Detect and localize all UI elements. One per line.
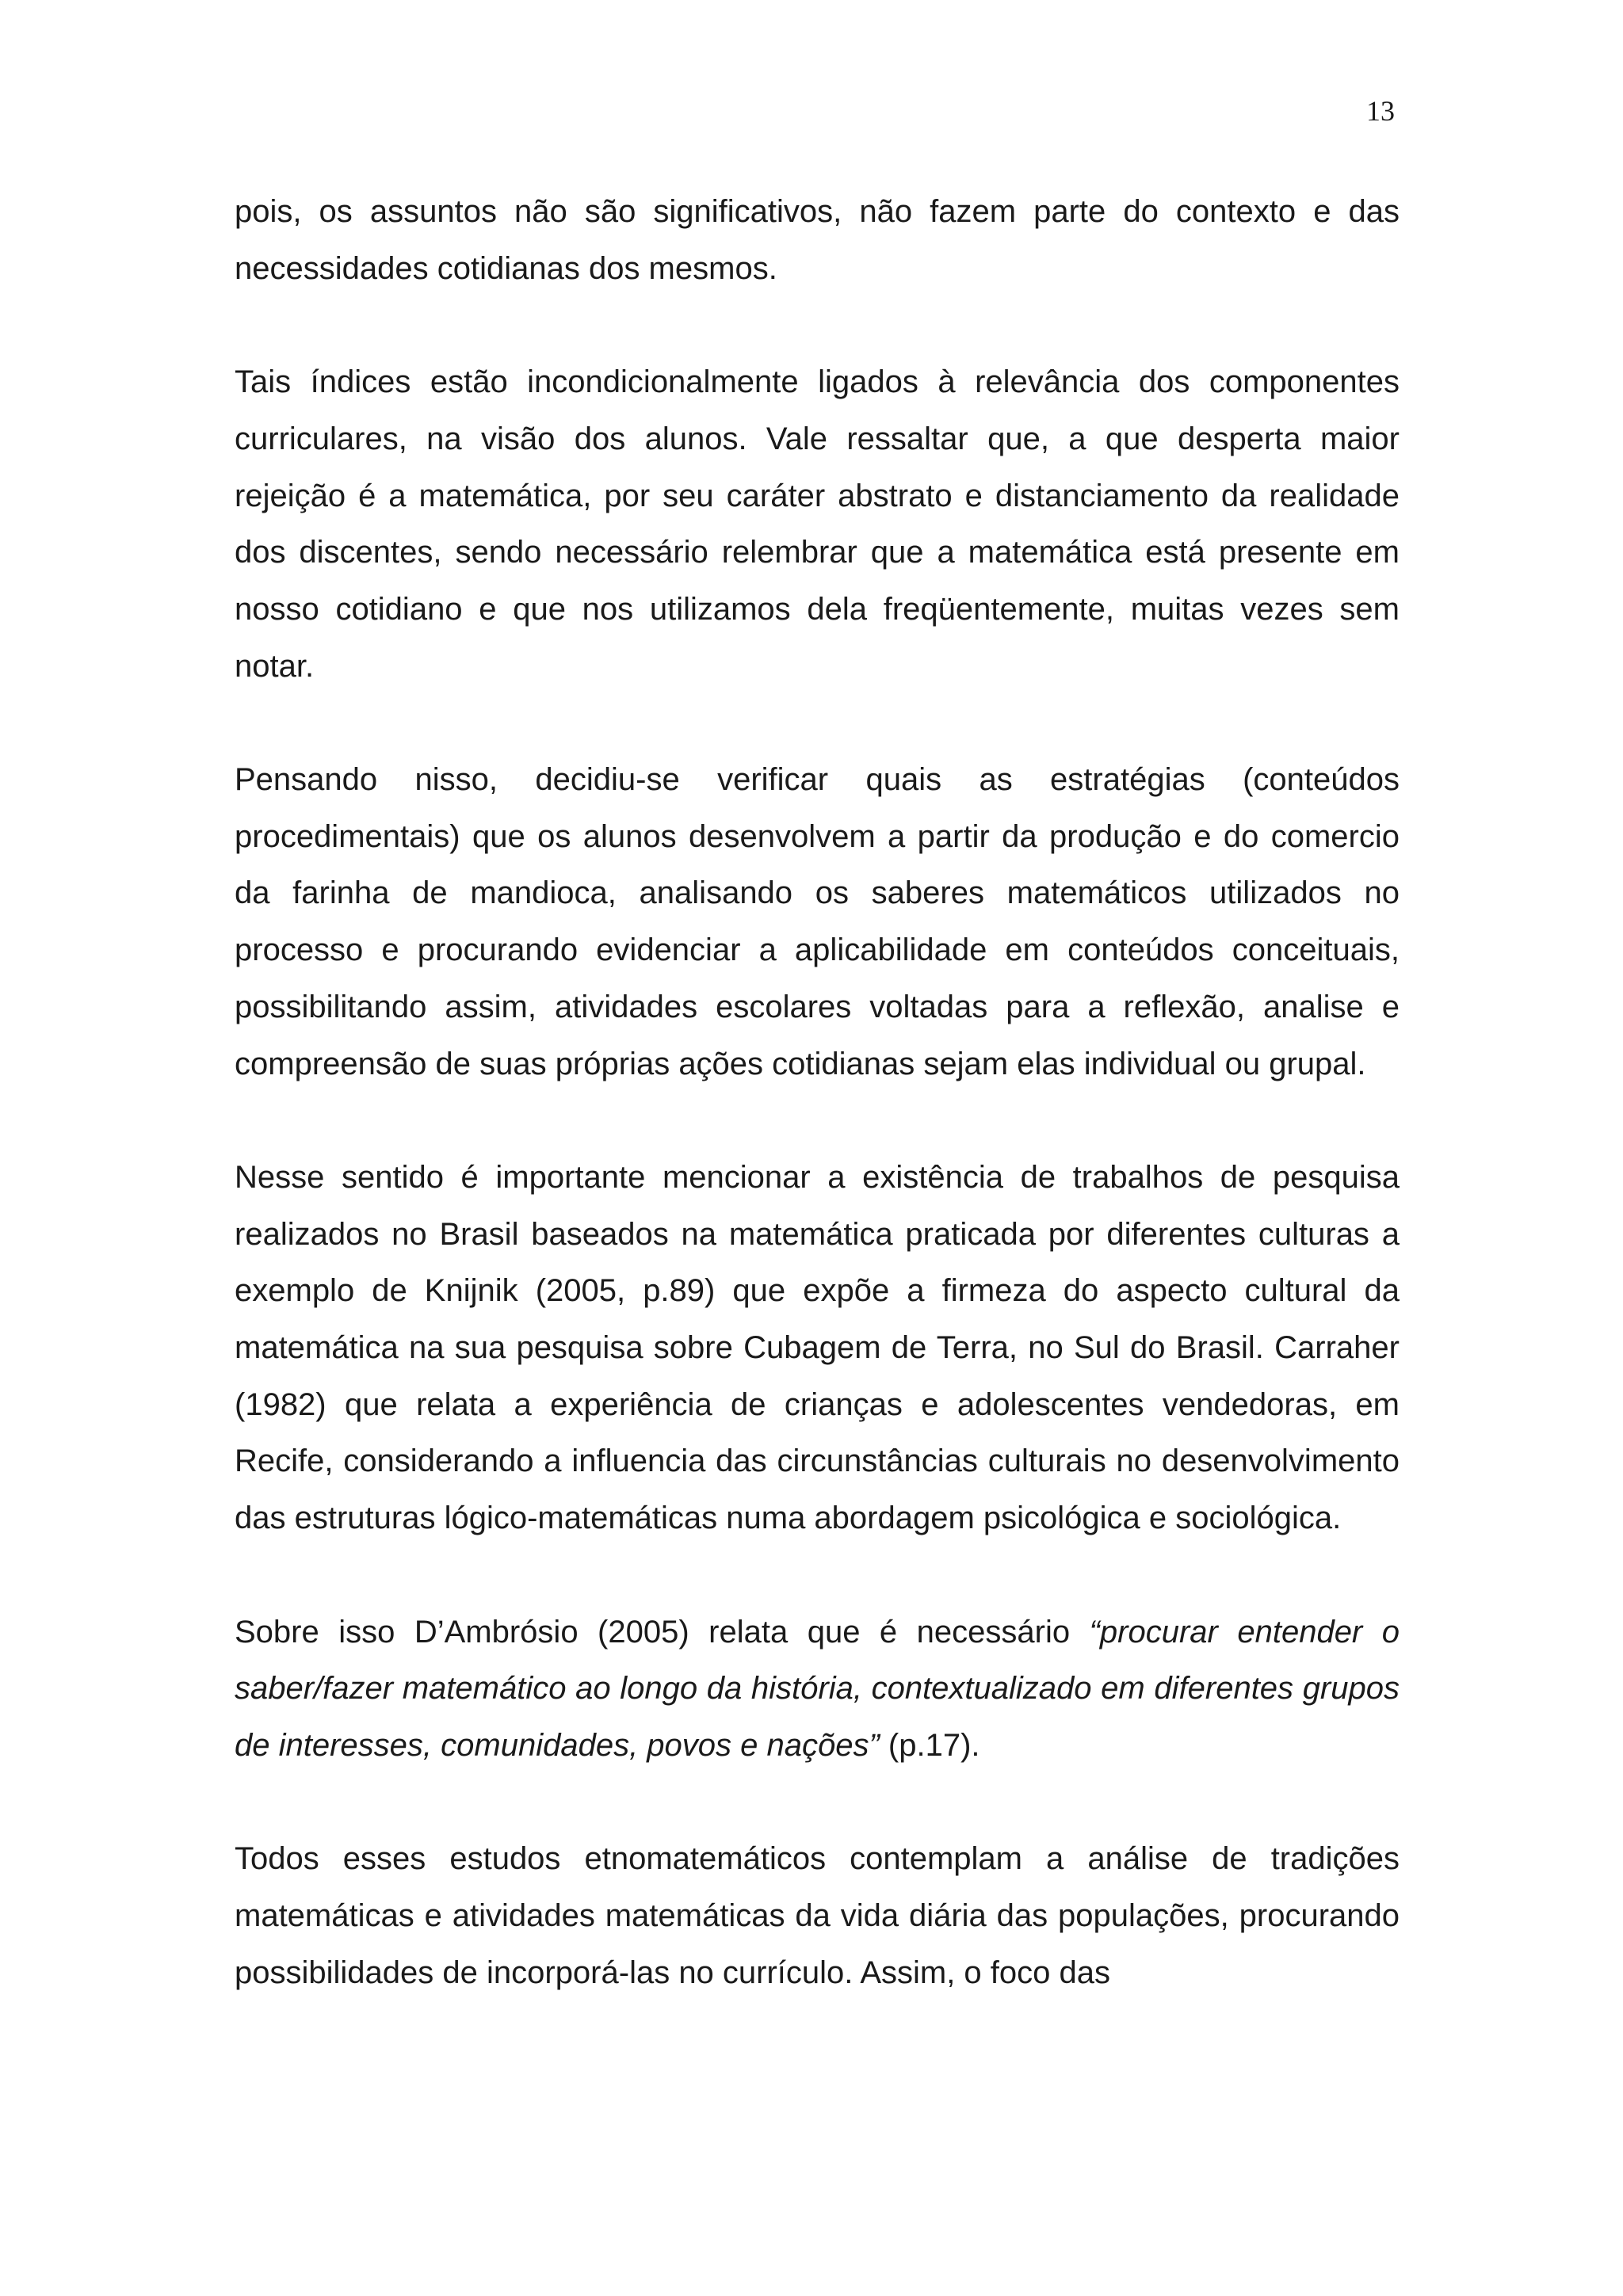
paragraph-3: Pensando nisso, decidiu-se verificar quais as estratégias (conteúdos procedimentais) que os alunos desenvolvem a partir da produção e do comercio da farinha de mandioca, analisando os saberes matemáticos utilizados no processo e procurando evidenciar a aplicabilidade em conteúdos conceituais, possibilitando assim, atividades escolares voltadas para a reflexão, analise e compreensão de suas próprias ações cotidianas sejam elas individual ou grupal. [235, 762, 1400, 1081]
paragraph-5-lead: Sobre isso D’Ambrósio (2005) relata que é necessário [235, 1614, 1090, 1650]
paragraph-5 [235, 1604, 1400, 1775]
document-body [235, 184, 1400, 2001]
paragraph-2: Tais índices estão incondicionalmente ligados à relevância dos componentes curriculares, na visão dos alunos. Vale ressaltar que, a que desperta maior rejeição é a matemática, por seu caráter abstrato e distanciamento da realidade dos discentes, sendo necessário relembrar que a matemática está presente em nosso cotidiano e que nos utilizamos dela freqüentemente, muitas vezes sem notar. [235, 364, 1400, 684]
dambrosio-quote: “procurar entender o saber/fazer matemático ao longo da história, contextualizado em diferentes grupos de interesses, comunidades, povos e nações” [235, 1614, 1400, 1763]
paragraph-5-citation: (p.17). [879, 1727, 980, 1763]
paragraph-4: Nesse sentido é importante mencionar a existência de trabalhos de pesquisa realizados no Brasil baseados na matemática praticada por diferentes culturas a exemplo de Knijnik (2005, p.89) que expõe a firmeza do aspecto cultural da matemática na sua pesquisa sobre Cubagem de Terra, no Sul do Brasil. Carraher (1982) que relata a experiência de crianças e adolescentes vendedoras, em Recife, considerando a influencia das circunstâncias culturais no desenvolvimento das estruturas lógico-matemáticas numa abordagem psicológica e sociológica. [235, 1159, 1400, 1536]
paragraph-6: Todos esses estudos etnomatemáticos contemplam a análise de tradições matemáticas e atividades matemáticas da vida diária das populações, procurando possibilidades de incorporá-las no currículo. Assim, o foco das [235, 1841, 1400, 1990]
page-number: 13 [1366, 95, 1395, 127]
paragraph-1: pois, os assuntos não são significativos, não fazem parte do contexto e das necessidades cotidianas dos mesmos. [235, 194, 1400, 286]
